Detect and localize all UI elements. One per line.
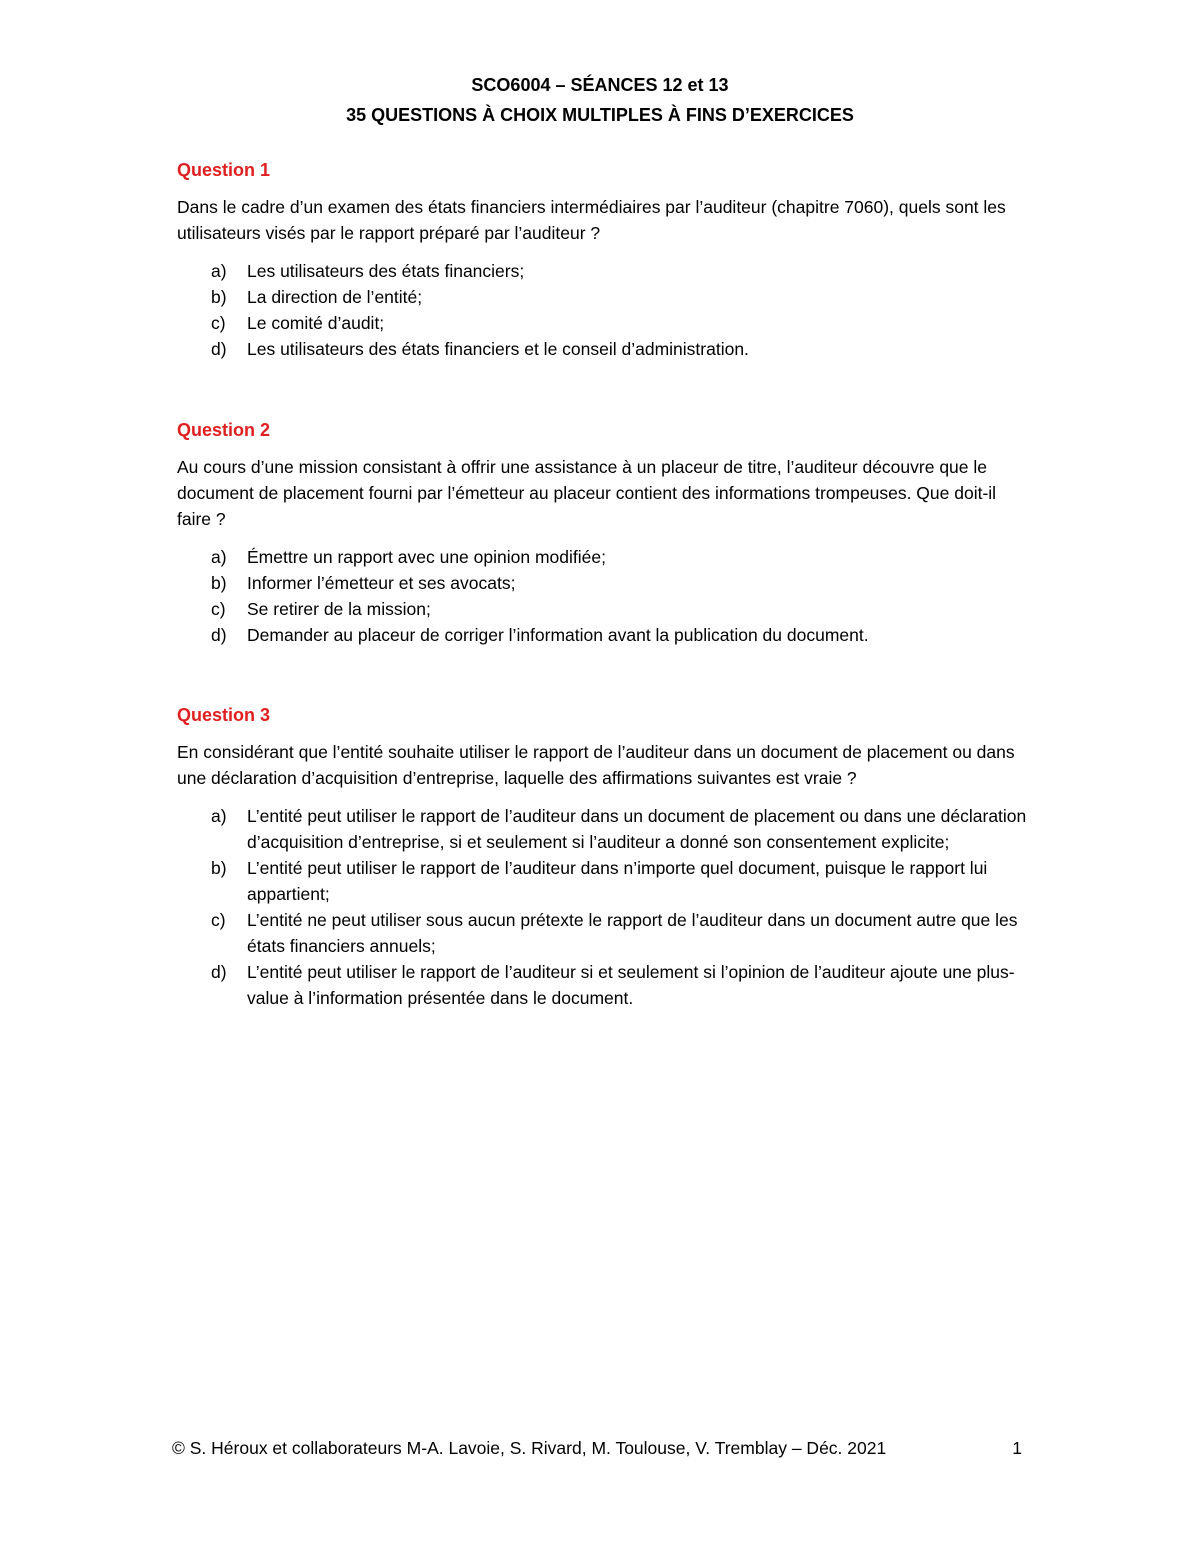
answer-option-b xyxy=(177,570,1027,596)
answer-options xyxy=(177,544,1027,648)
option-text: L’entité ne peut utiliser sous aucun prétexte le rapport de l’auditeur dans un document autre que les états financiers annuels; xyxy=(247,910,1018,956)
answer-option-b xyxy=(177,284,1027,310)
answer-options xyxy=(177,258,1027,362)
question-title: Question 1 xyxy=(177,160,271,180)
option-text: Les utilisateurs des états financiers; xyxy=(247,261,525,281)
option-text: L’entité peut utiliser le rapport de l’auditeur dans n’importe quel document, puisque le rapport lui appartient; xyxy=(247,858,988,904)
option-letter: d) xyxy=(211,625,227,645)
option-letter: c) xyxy=(211,599,226,619)
question-stem: En considérant que l’entité souhaite utiliser le rapport de l’auditeur dans un document de placement ou dans une déclaration d’acquisition d’entreprise, laquelle des affirmations suivantes est vraie ? xyxy=(177,742,1015,788)
option-letter: d) xyxy=(211,962,227,982)
option-letter: c) xyxy=(211,313,226,333)
option-letter: a) xyxy=(211,261,227,281)
answer-option-c xyxy=(177,907,1027,959)
answer-option-c xyxy=(177,596,1027,622)
answer-option-d xyxy=(177,959,1027,1011)
question-2 xyxy=(177,418,1027,648)
option-text: L’entité peut utiliser le rapport de l’auditeur dans un document de placement ou dans une déclaration d’acquisition d’entreprise, si et seulement si l’auditeur a donné son consentement explicite; xyxy=(247,806,1027,852)
answer-option-b xyxy=(177,855,1027,907)
option-text: La direction de l’entité; xyxy=(247,287,423,307)
option-text: Se retirer de la mission; xyxy=(247,599,431,619)
question-title: Question 3 xyxy=(177,705,271,725)
option-text: Informer l’émetteur et ses avocats; xyxy=(247,573,516,593)
footer-credits: © S. Héroux et collaborateurs M-A. Lavoie, S. Rivard, M. Toulouse, V. Tremblay – Déc. 2021 xyxy=(172,1438,887,1458)
option-text: Demander au placeur de corriger l’information avant la publication du document. xyxy=(247,625,869,645)
option-text: Émettre un rapport avec une opinion modifiée; xyxy=(247,547,606,567)
question-stem: Dans le cadre d’un examen des états financiers intermédiaires par l’auditeur (chapitre 7060), quels sont les utilisateurs visés par le rapport préparé par l’auditeur ? xyxy=(177,197,1006,243)
option-letter: b) xyxy=(211,858,227,878)
answer-option-d xyxy=(177,336,1027,362)
option-letter: d) xyxy=(211,339,227,359)
option-letter: b) xyxy=(211,287,227,307)
answer-option-d xyxy=(177,622,1027,648)
question-stem: Au cours d’une mission consistant à offrir une assistance à un placeur de titre, l’auditeur découvre que le document de placement fourni par l’émetteur au placeur contient des informations trompeuses. Que doit-il faire ? xyxy=(177,457,997,529)
answer-option-a xyxy=(177,258,1027,284)
option-text: Le comité d’audit; xyxy=(247,313,385,333)
option-letter: b) xyxy=(211,573,227,593)
option-letter: a) xyxy=(211,806,227,826)
question-title: Question 2 xyxy=(177,420,271,440)
question-3 xyxy=(177,703,1027,1011)
option-letter: c) xyxy=(211,910,226,930)
question-1 xyxy=(177,158,1027,362)
option-text: L’entité peut utiliser le rapport de l’auditeur si et seulement si l’opinion de l’auditeur ajoute une plus-value à l’information présentée dans le document. xyxy=(247,962,1015,1008)
page-number: 1 xyxy=(1012,1438,1022,1458)
answer-option-c xyxy=(177,310,1027,336)
document-title-subject: 35 QUESTIONS À CHOIX MULTIPLES À FINS D’EXERCICES xyxy=(346,105,854,125)
answer-option-a xyxy=(177,803,1027,855)
option-letter: a) xyxy=(211,547,227,567)
document-title-course: SCO6004 – SÉANCES 12 et 13 xyxy=(471,75,729,95)
answer-options xyxy=(177,803,1027,1011)
option-text: Les utilisateurs des états financiers et le conseil d’administration. xyxy=(247,339,749,359)
document-header xyxy=(0,70,1200,130)
answer-option-a xyxy=(177,544,1027,570)
